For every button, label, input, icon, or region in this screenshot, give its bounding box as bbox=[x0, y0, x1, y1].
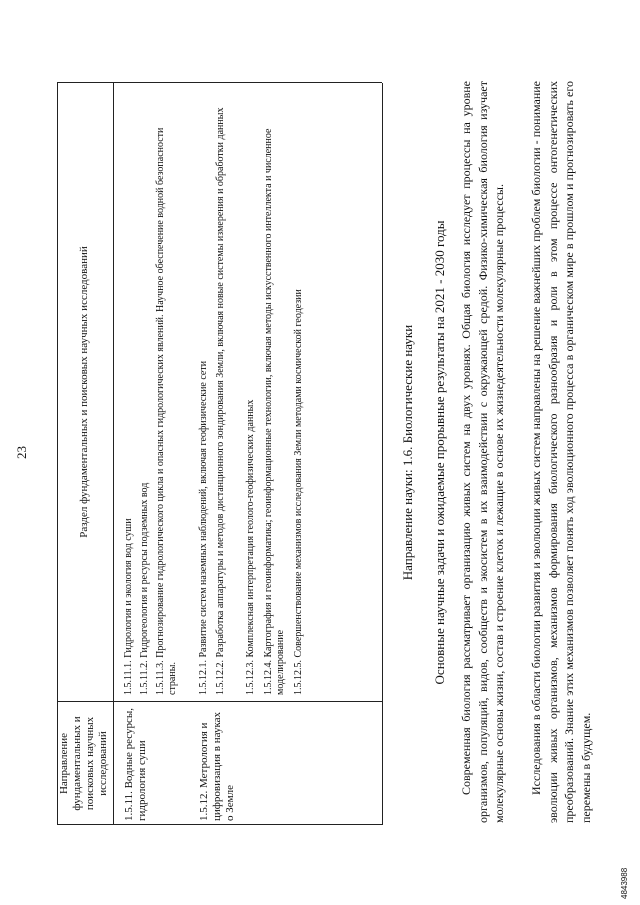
research-table bbox=[57, 83, 382, 825]
table-cell-item: 1.5.11.1. Гидрология и экология вод суши bbox=[123, 518, 134, 695]
document-number: 4843988 bbox=[620, 867, 629, 899]
section-heading: Направление науки: 1.6. Биологические науки bbox=[400, 324, 415, 581]
paragraph: Современная биология рассматривает организацию живых систем на двух уровнях. Общая биология исследует процессы на уровне организмов, популяций, видов, сообществ и экосистем в их взаимодействии с окружающей средой. Физико-химическая биология изучает молекулярные основы жизни, состав и строение клеток и лежащие в основе их жизнедеятельности молекулярные процессы. bbox=[459, 81, 506, 823]
table-border-bottom bbox=[382, 83, 383, 825]
table-cell-item: 1.5.11.2. Гидрогеология и ресурсы подземных вод bbox=[139, 482, 150, 695]
table-cell-direction: 1.5.11. Водные ресурсы, гидрология суши bbox=[123, 707, 148, 821]
table-cell-item: 1.5.11.3. Прогнозирование гидрологического цикла и опасных гидрологических явлений. Научное обеспечение водной безопасности страны. bbox=[155, 127, 178, 695]
page-number: 23 bbox=[14, 446, 29, 459]
table-cell-direction: 1.5.12. Метрология и цифровизация в науках о Земле bbox=[198, 711, 236, 821]
table-header-direction: Направление фундаментальных и поисковых научных исследований bbox=[58, 716, 109, 811]
table-column-divider bbox=[57, 701, 382, 702]
table-cell-item: 1.5.12.3. Комплексная интерпретация геолого-геофизических данных bbox=[245, 399, 256, 695]
table-cell-item: 1.5.12.5. Совершенствование механизмов исследования Земли методами космической геодезии bbox=[293, 289, 304, 695]
table-cell-item: 1.5.12.2. Разработка аппаратуры и методов дистанционного зондирования Земли, включая новые системы измерения и обработки данных bbox=[215, 107, 226, 695]
subheading: Основные научные задачи и ожидаемые прорывные результаты на 2021 - 2030 годы bbox=[432, 220, 447, 685]
paragraph: Исследования в области биологии развития и эволюции живых систем направлены на решение важнейших проблем биологии - понимание эволюции живых организмов, механизмов формирования биологического разнообразия и роли в этом процессе онтогенетических преобразований. Знание этих механизмов позволяет понять ход эволюционного процесса в органическом мире в прошлом и прогнозировать его перемены в будущем. bbox=[529, 81, 593, 823]
table-cell-item: 1.5.12.1. Развитие систем наземных наблюдений, включая геофизические сети bbox=[198, 360, 209, 695]
table-header-bottom bbox=[113, 83, 114, 825]
table-border-right bbox=[57, 82, 382, 83]
table-header-section: Раздел фундаментальных и поисковых научных исследований bbox=[78, 246, 90, 538]
table-cell-item: 1.5.12.4. Картография и геоинформатика; геоинформационные технологии, включая методы искусственного интеллекта и численное моделирование bbox=[263, 128, 286, 695]
table-border-left bbox=[57, 824, 382, 825]
